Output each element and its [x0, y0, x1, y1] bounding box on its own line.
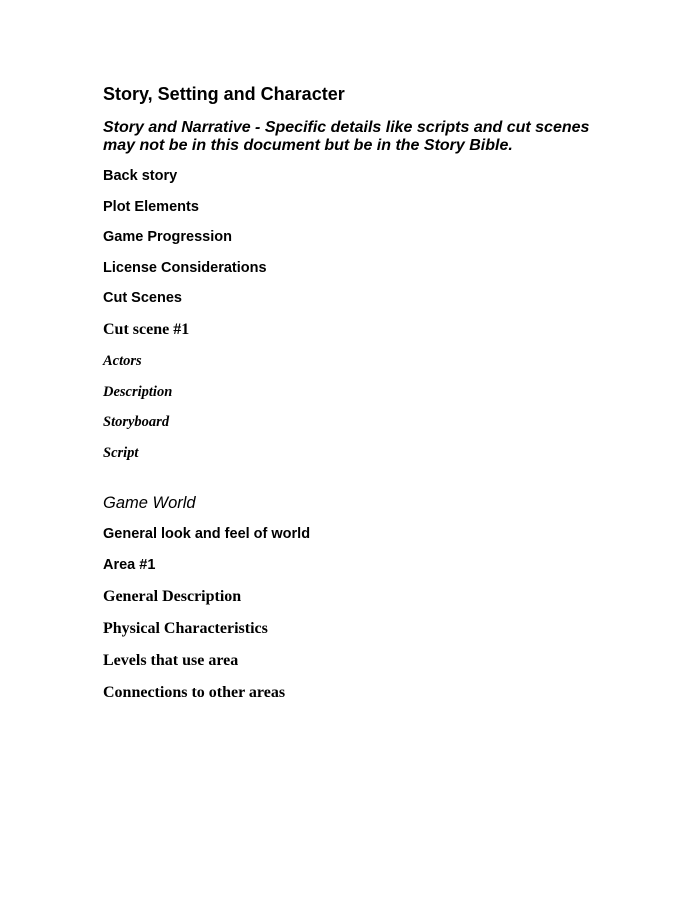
field-script: Script	[103, 445, 139, 461]
heading-physical-characteristics: Physical Characteristics	[103, 620, 268, 637]
heading-general-look: General look and feel of world	[103, 526, 311, 542]
heading-plot-elements: Plot Elements	[103, 199, 199, 215]
heading-game-world: Game World	[103, 494, 196, 512]
section-title: Story, Setting and Character	[103, 84, 345, 104]
field-storyboard: Storyboard	[103, 414, 170, 430]
heading-area-1: Area #1	[103, 557, 156, 573]
heading-cut-scene-1: Cut scene #1	[103, 321, 190, 338]
heading-connections: Connections to other areas	[103, 684, 286, 701]
field-description: Description	[103, 384, 173, 400]
heading-license-considerations: License Considerations	[103, 260, 267, 276]
heading-back-story: Back story	[103, 168, 178, 184]
field-actors: Actors	[103, 353, 142, 369]
heading-game-progression: Game Progression	[103, 229, 232, 245]
heading-levels-that-use-area: Levels that use area	[103, 652, 239, 669]
heading-cut-scenes: Cut Scenes	[103, 290, 182, 306]
section-subtitle: Story and Narrative - Specific details like scripts and cut scenes may not be in this document but be in the Story Bible.	[103, 119, 590, 154]
heading-general-description: General Description	[103, 588, 242, 605]
